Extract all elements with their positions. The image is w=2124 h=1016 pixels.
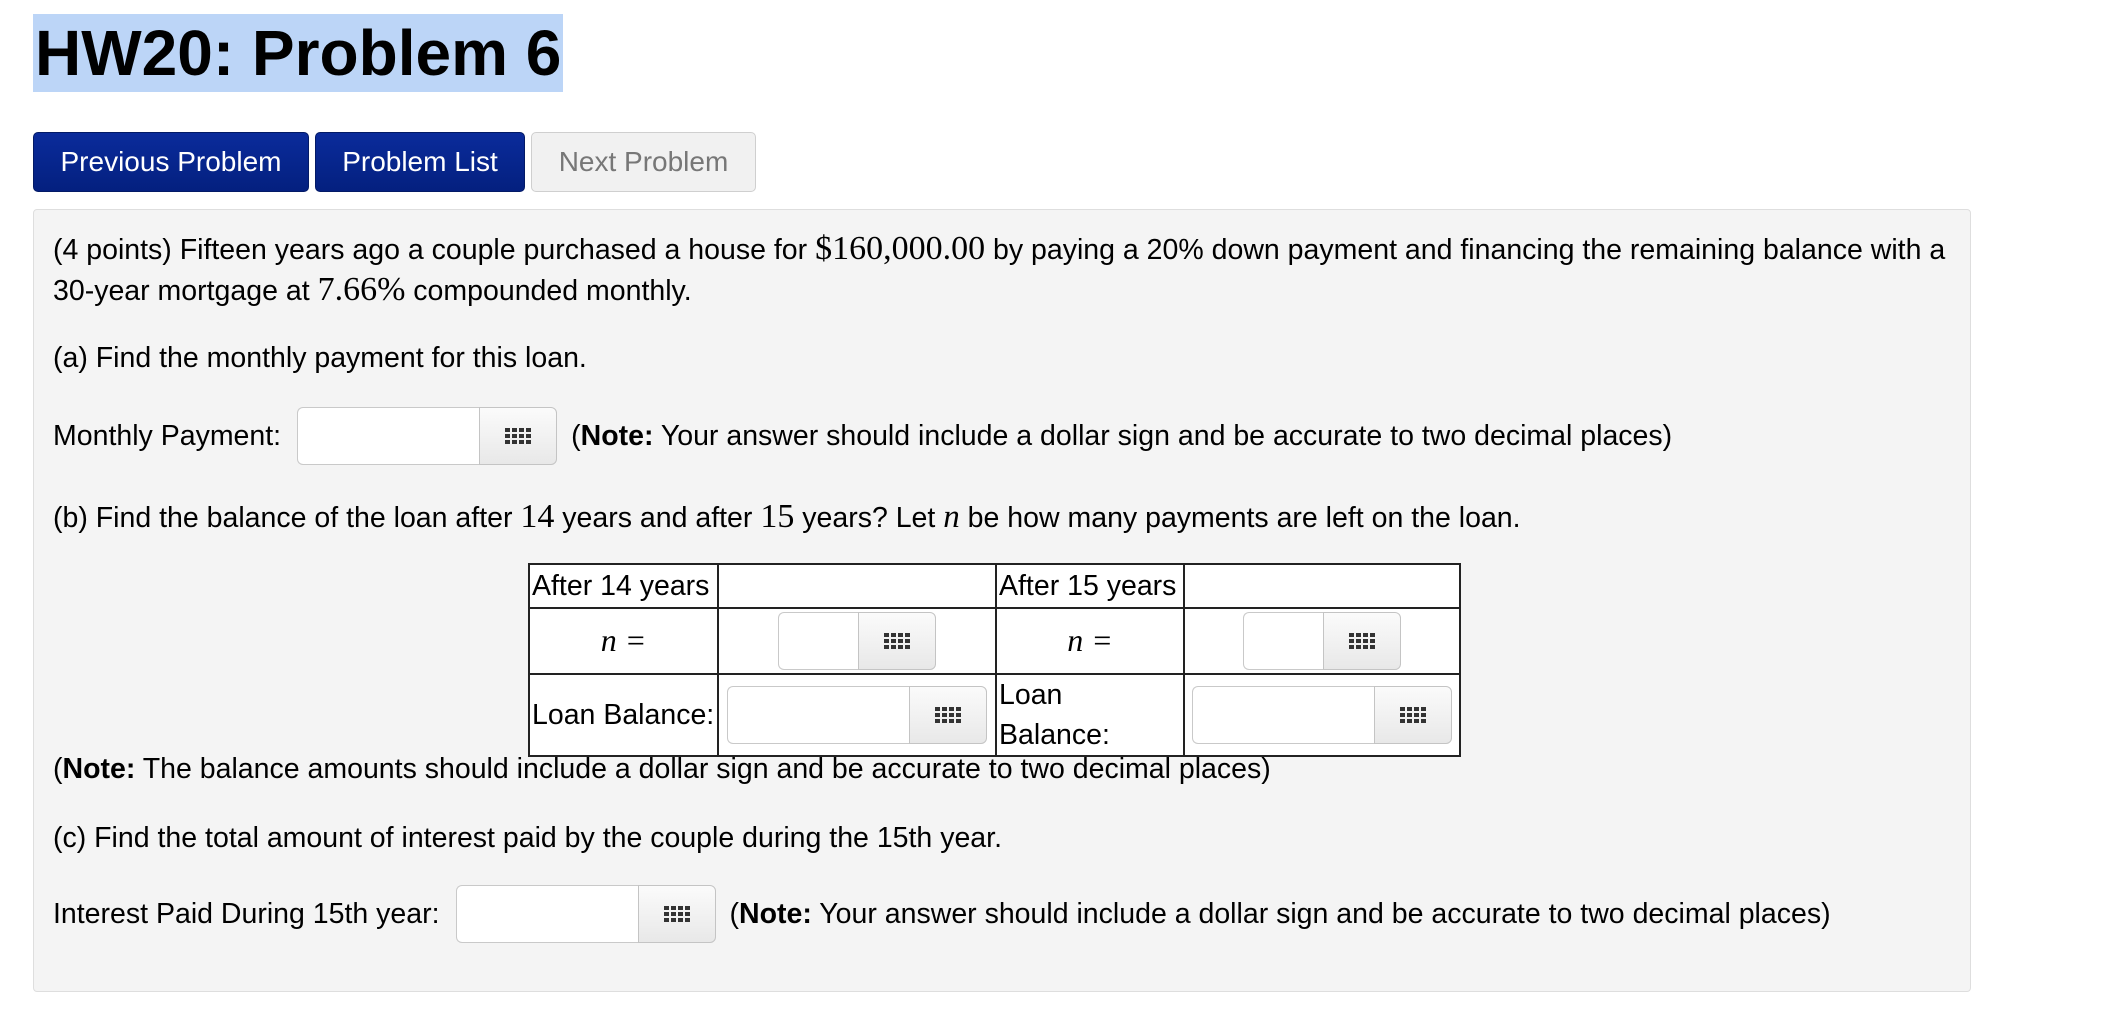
- math-keyboard-button[interactable]: [1374, 686, 1452, 744]
- page-title: HW20: Problem 6: [33, 14, 563, 92]
- part-a-question: (a) Find the monthly payment for this loan.: [53, 342, 587, 374]
- math-keyboard-button[interactable]: [858, 612, 936, 670]
- loan-balance-table: [528, 563, 1461, 757]
- part-c-note: (Note: Your answer should include a dollar sign and be accurate to two decimal places): [729, 898, 1831, 930]
- house-price: $160,000.00: [815, 230, 986, 267]
- n-14-cell: [718, 608, 996, 674]
- n-15-input[interactable]: [1243, 612, 1323, 670]
- n-label-14: n =: [529, 608, 718, 674]
- monthly-payment-input[interactable]: [297, 407, 479, 465]
- problem-body: [33, 209, 1971, 992]
- next-problem-button: Next Problem: [531, 132, 756, 192]
- n-14-input[interactable]: [778, 612, 858, 670]
- part-c-question: (c) Find the total amount of interest paid by the couple during the 15th year.: [53, 822, 1002, 854]
- previous-problem-button[interactable]: Previous Problem: [33, 132, 309, 192]
- monthly-payment-group: [297, 407, 557, 465]
- balance-15-input[interactable]: [1192, 686, 1374, 744]
- n-14-group: [778, 612, 936, 670]
- interest-rate: 7.66%: [317, 271, 406, 308]
- n-15-group: [1243, 612, 1401, 670]
- balance-15-group: [1192, 686, 1452, 744]
- loan-balance-label-14: Loan Balance:: [529, 674, 718, 756]
- monthly-payment-label: Monthly Payment:: [53, 420, 282, 452]
- balance-14-cell: [718, 674, 996, 756]
- after-15-years-header: After 15 years: [996, 564, 1184, 608]
- interest-paid-label: Interest Paid During 15th year:: [53, 898, 440, 930]
- math-keyboard-button[interactable]: [638, 885, 716, 943]
- interest-paid-row: [53, 885, 1831, 943]
- problem-list-button[interactable]: Problem List: [315, 132, 525, 192]
- math-keyboard-button[interactable]: [1323, 612, 1401, 670]
- table-row-n: [529, 608, 1460, 674]
- part-b-note: (Note: The balance amounts should include a dollar sign and be accurate to two decimal places): [53, 753, 1271, 785]
- balance-14-input[interactable]: [727, 686, 909, 744]
- keypad-grid-icon: [935, 707, 961, 723]
- keypad-grid-icon: [884, 633, 910, 649]
- monthly-payment-row: [53, 407, 1672, 465]
- n-label-15: n =: [996, 608, 1184, 674]
- after-14-years-header: After 14 years: [529, 564, 718, 608]
- table-header-row: [529, 564, 1460, 608]
- balance-14-group: [727, 686, 987, 744]
- problem-intro: (4 points) Fifteen years ago a couple purchased a house for $160,000.00 by paying a 20% down payment and financing the remaining balance with a 30-year mortgage at 7.66% compounded monthly.: [53, 230, 1946, 308]
- interest-paid-group: [456, 885, 716, 943]
- math-keyboard-button[interactable]: [479, 407, 557, 465]
- part-b-question: (b) Find the balance of the loan after 14 years and after 15 years? Let n be how many payments are left on the loan.: [53, 498, 1521, 535]
- table-row-balance: [529, 674, 1460, 756]
- loan-balance-label-15: Loan Balance:: [996, 674, 1184, 756]
- blank-cell: [718, 564, 996, 608]
- page-title-wrap: [33, 14, 563, 92]
- keypad-grid-icon: [505, 428, 531, 444]
- points-label: (4 points): [53, 234, 172, 266]
- problem-navigation: [33, 132, 756, 192]
- interest-paid-input[interactable]: [456, 885, 638, 943]
- part-a-note: (Note: Your answer should include a dollar sign and be accurate to two decimal places): [571, 420, 1673, 452]
- balance-15-cell: [1184, 674, 1460, 756]
- keypad-grid-icon: [1349, 633, 1375, 649]
- n-15-cell: [1184, 608, 1460, 674]
- keypad-grid-icon: [1400, 707, 1426, 723]
- keypad-grid-icon: [664, 906, 690, 922]
- blank-cell: [1184, 564, 1460, 608]
- math-keyboard-button[interactable]: [909, 686, 987, 744]
